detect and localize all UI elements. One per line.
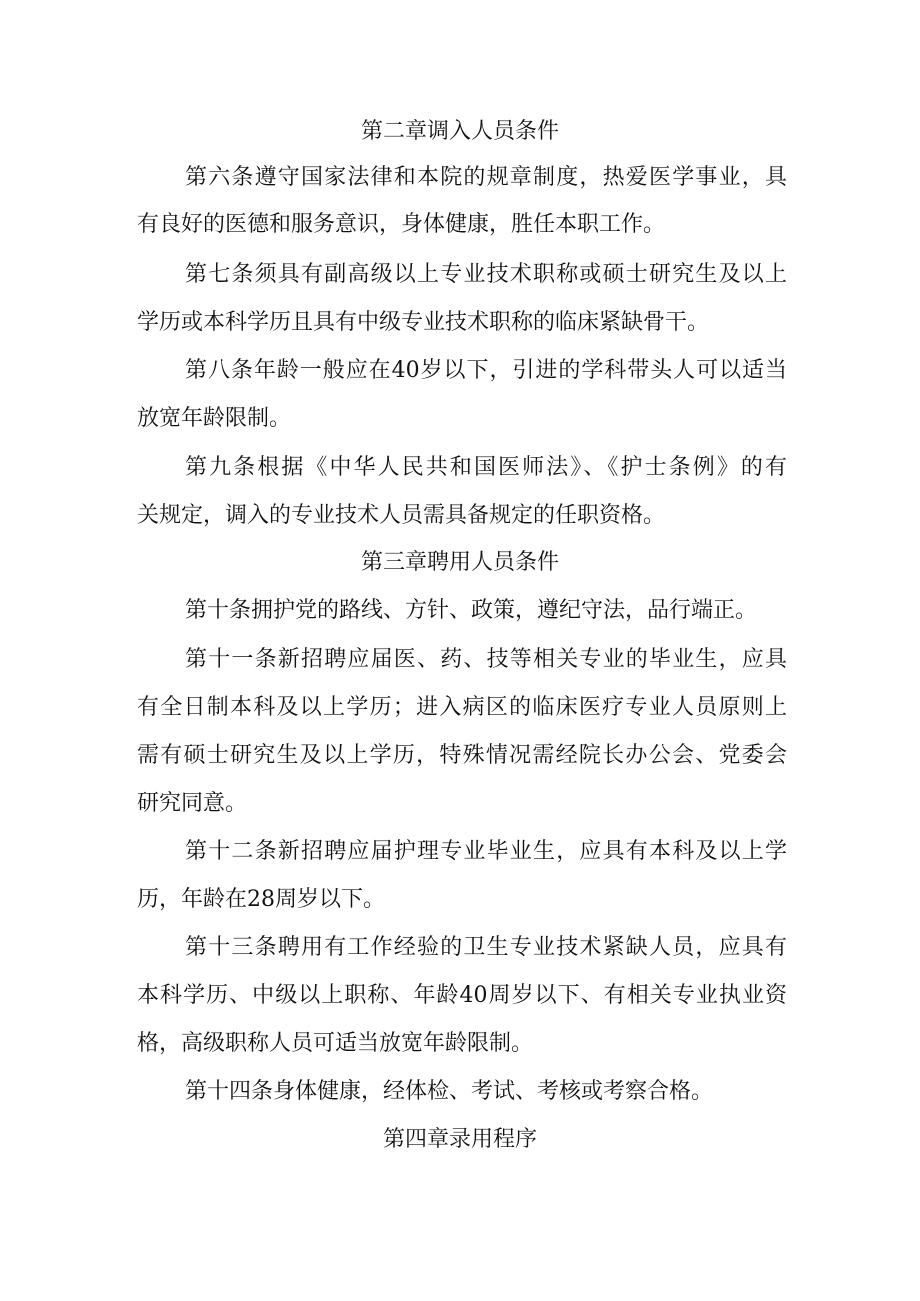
article-11-line-1: 第十一条新招聘应届医、药、技等相关专业的毕业生，应具 [185,647,787,672]
article-12-line-1: 第十二条新招聘应届护理专业毕业生，应具有本科及以上学 [185,839,787,864]
article-10-line-1: 第十条拥护党的路线、方针、政策，遵纪守法，品行端正。 [185,598,758,623]
article-11-line-2: 有全日制本科及以上学历；进入病区的临床医疗专业人员原则上 [137,695,787,720]
article-7-line-1: 第七条须具有副高级以上专业技术职称或硕士研究生及以上 [185,262,787,287]
article-13-line-1: 第十三条聘用有工作经验的卫生专业技术紧缺人员，应具有 [185,935,787,960]
chapter-2-heading: 第二章调入人员条件 [360,119,559,144]
article-9-line-2: 关规定，调入的专业技术人员需具备规定的任职资格。 [137,503,666,528]
chapter-3-heading: 第三章聘用人员条件 [360,550,559,575]
article-14-line-1: 第十四条身体健康，经体检、考试、考核或考察合格。 [185,1079,714,1104]
article-13-line-2: 本科学历、中级以上职称、年龄40周岁以下、有相关专业执业资 [137,983,787,1008]
article-12-line-2: 历，年龄在28周岁以下。 [137,887,385,912]
article-11-line-3: 需有硕士研究生及以上学历，特殊情况需经院长办公会、党委会 [137,743,787,768]
article-7-line-2: 学历或本科学历且具有中级专业技术职称的临床紧缺骨干。 [137,310,710,335]
article-8-line-2: 放宽年龄限制。 [137,406,292,431]
article-11-line-4: 研究同意。 [137,791,248,816]
article-8-line-1: 第八条年龄一般应在40岁以下，引进的学科带头人可以适当 [185,358,787,383]
article-9-line-1: 第九条根据《中华人民共和国医师法》、《护士条例》的有 [185,455,787,480]
article-6-line-2: 有良好的医德和服务意识，身体健康，胜任本职工作。 [137,212,666,237]
chapter-4-heading: 第四章录用程序 [382,1127,537,1152]
article-6-line-1: 第六条遵守国家法律和本院的规章制度，热爱医学事业，具 [185,165,787,190]
article-13-line-3: 格，高级职称人员可适当放宽年龄限制。 [137,1031,534,1056]
